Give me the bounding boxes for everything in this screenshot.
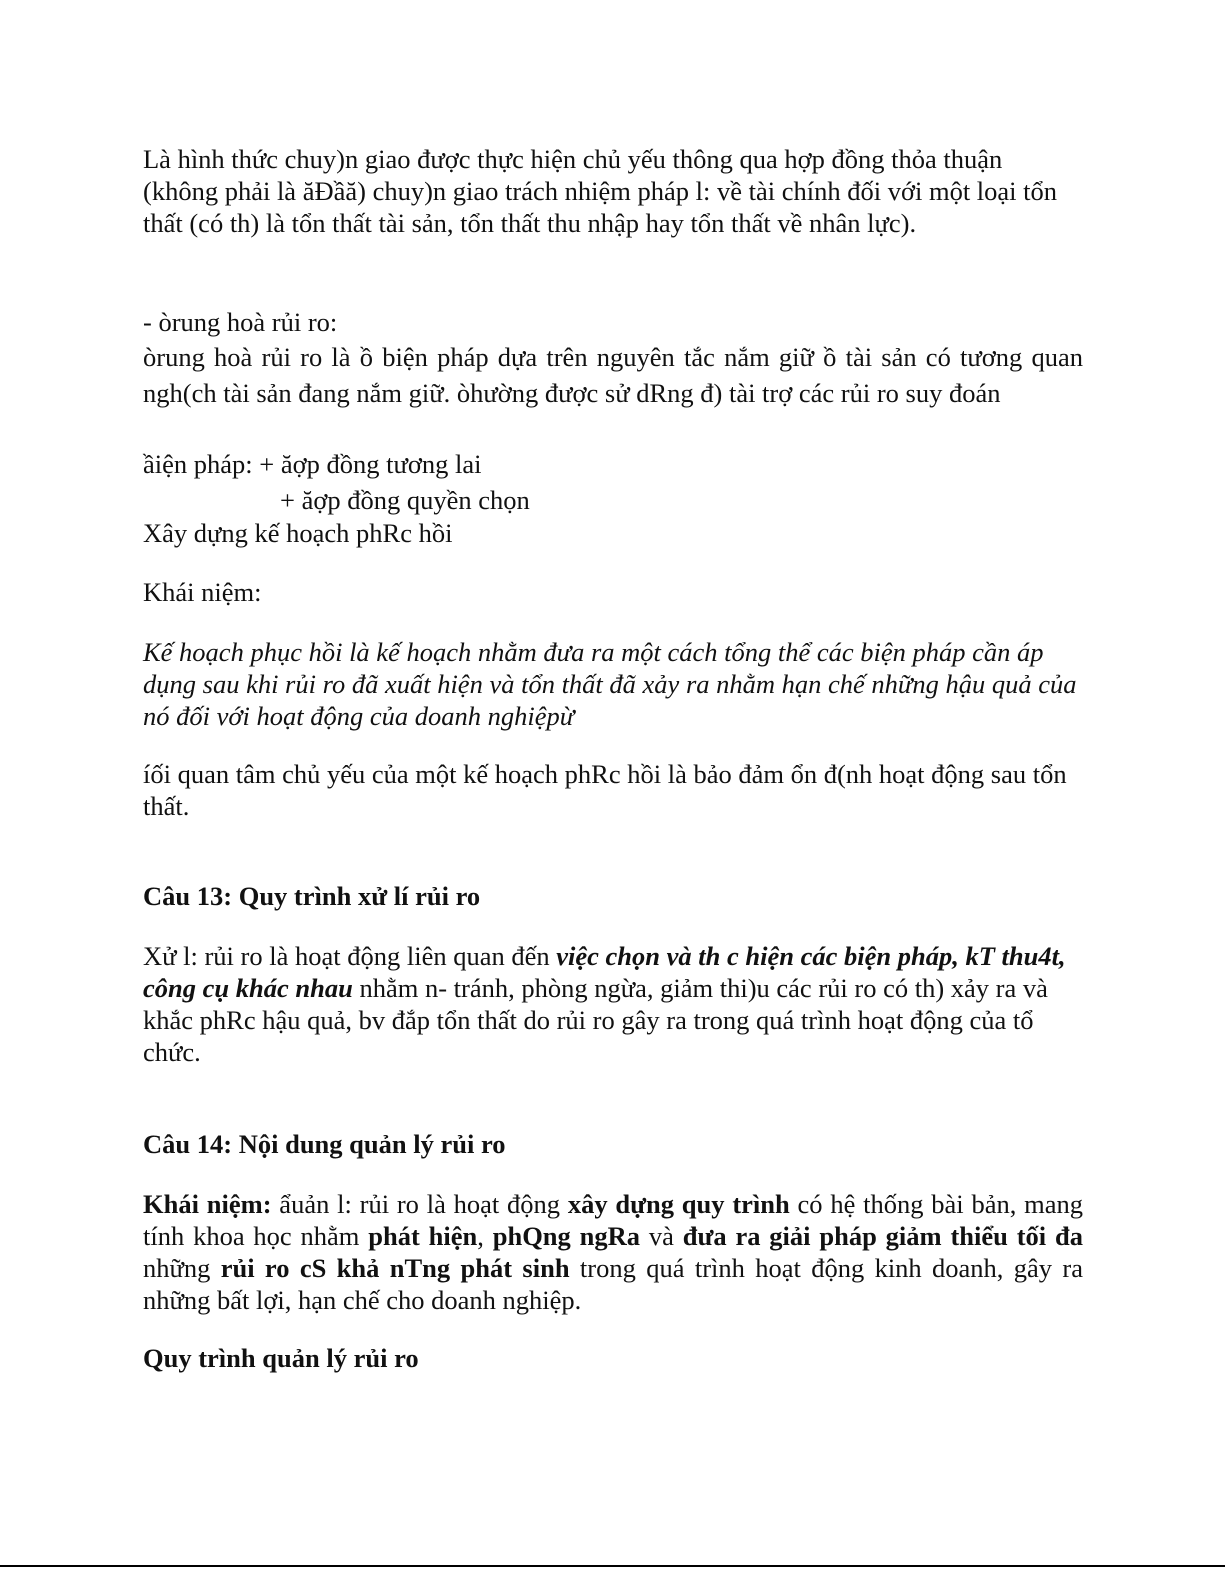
q13-text-2: nhằm n- tránh, phòng ngừa, giảm thi)u các rủi ro có th) xảy ra và khắc phRc hậu quả, bv đắp tổn thất do rủi ro gây ra trong quá trình hoạt động của tổ chức. — [143, 973, 1048, 1067]
q14-text-3: , — [477, 1221, 493, 1251]
q14-text-1: ẩuản l: rủi ro là hoạt động — [271, 1189, 568, 1219]
heading-question-13: Câu 13: Quy trình xử lí rủi ro — [143, 881, 481, 911]
paragraph-hedging: òrung hoà rủi ro là ồ biện pháp dựa trên nguyên tắc nắm giữ ồ tài sản có tương quan ngh(ch tài sản đang nắm giữ. òhường được sử dRng đ) tài trợ các rủi ro suy đoán — [143, 342, 1083, 408]
q14-label: Khái niệm: — [143, 1189, 272, 1219]
concept-label: Khái niệm: — [143, 577, 262, 607]
q14-bold-5: rủi ro cS khả nTng phát sinh — [220, 1253, 570, 1283]
paragraph-recovery-definition: Kế hoạch phục hồi là kế hoạch nhằm đưa ra một cách tổng thể các biện pháp cần áp dụng sau khi rủi ro đã xuất hiện và tổn thất đã xảy ra nhằm hạn chế những hậu quả của nó đối với hoạt động của doanh nghiệpừ — [143, 637, 1077, 731]
q13-text-1: Xử l: rủi ro là hoạt động liên quan đến — [143, 941, 557, 971]
measures-line-2: + ăợp đồng quyền chọn — [280, 485, 530, 515]
q14-bold-3: phQng ngRa — [492, 1221, 641, 1251]
measures-line-1: ầiện pháp: + ăợp đồng tương lai — [143, 449, 482, 479]
q13-emphasis: việc chọn và th c hiện các biện pháp, kT thu4t, công cụ khác nhau — [143, 941, 1066, 1003]
page-bottom-rule — [0, 1565, 1225, 1567]
q14-bold-2: phát hiện — [368, 1221, 478, 1251]
paragraph-question-14 — [143, 1188, 1083, 1316]
paragraph-recovery-focus: íối quan tâm chủ yếu của một kế hoạch phRc hồi là bảo đảm ổn đ(nh hoạt động sau tổn thất. — [143, 759, 1067, 821]
q14-text-4: và — [640, 1221, 683, 1251]
q14-bold-1: xây dựng quy trình — [567, 1189, 790, 1219]
q14-text-5: những — [143, 1253, 221, 1283]
paragraph-risk-transfer: Là hình thức chuy)n giao được thực hiện chủ yếu thông qua hợp đồng thỏa thuận (không phải là ăĐầă) chuy)n giao trách nhiệm pháp l: về tài chính đối với một loại tổn thất (có th) là tổn thất tài sản, tổn thất thu nhập hay tổn thất về nhân lực). — [143, 144, 1058, 238]
heading-question-14: Câu 14: Nội dung quản lý rủi ro — [143, 1129, 506, 1159]
heading-hedging: - òrung hoà rủi ro: — [143, 307, 338, 337]
q14-bold-4: đưa ra giải pháp giảm thiểu tối đa — [682, 1221, 1083, 1251]
heading-risk-management-process: Quy trình quản lý rủi ro — [143, 1343, 419, 1373]
heading-recovery-plan: Xây dựng kế hoạch phRc hồi — [143, 518, 453, 548]
q14-text-2: có hệ thống bài bản, mang tính khoa học nhằm — [143, 1189, 1084, 1251]
paragraph-question-13 — [143, 940, 1083, 1068]
q14-text-6: trong quá trình hoạt động kinh doanh, gây ra những bất lợi, hạn chế cho doanh nghiệp. — [143, 1253, 1083, 1315]
